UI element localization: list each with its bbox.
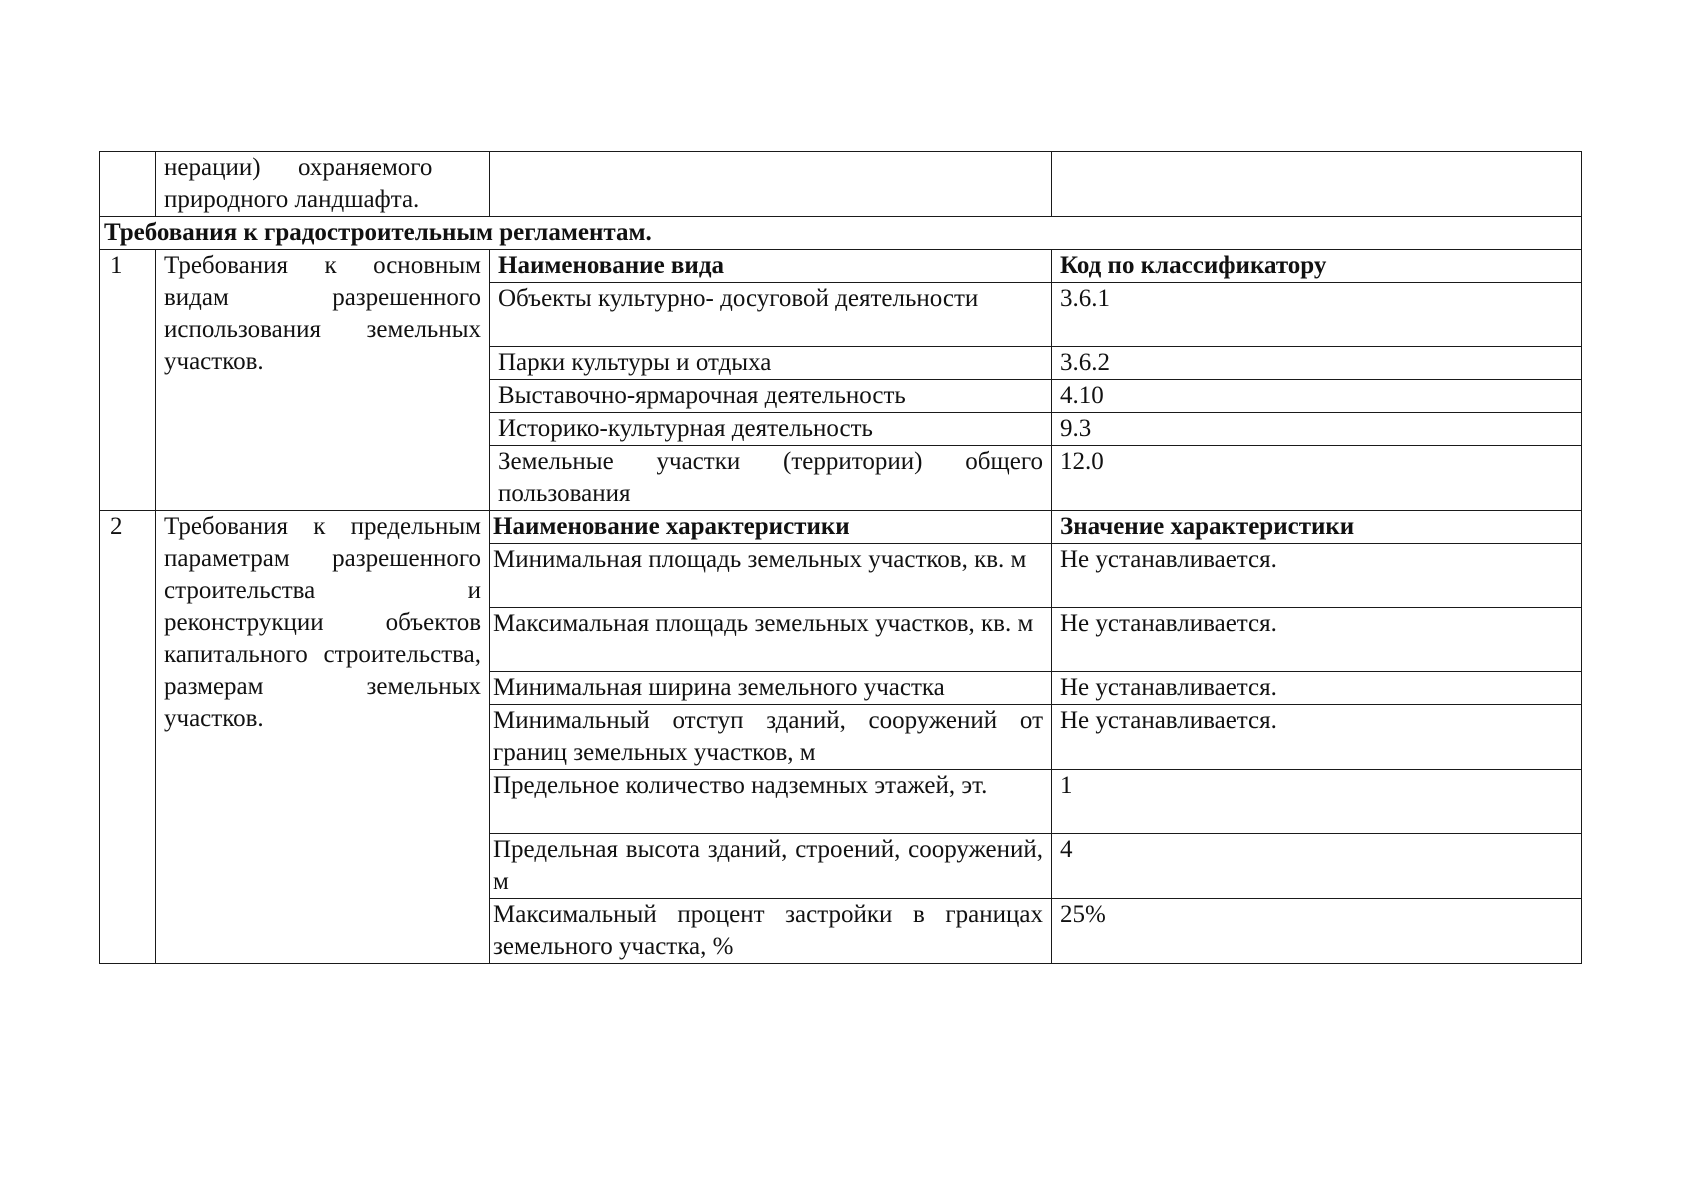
parameter-value: Не устанавливается. (1052, 705, 1582, 770)
parameter-name: Минимальная площадь земельных участков, кв. м (490, 544, 1052, 608)
regulations-table (99, 151, 1582, 964)
use-type-name: Земельные участки (территории) общего пользования (490, 446, 1052, 511)
parameter-value: 4 (1052, 834, 1582, 899)
row1-number: 1 (100, 250, 156, 511)
row1-header (100, 250, 1582, 283)
continuation-num-cell (100, 152, 156, 217)
use-type-code: 3.6.1 (1052, 283, 1582, 347)
continuation-empty-cell-1 (490, 152, 1052, 217)
parameter-name: Минимальный отступ зданий, сооружений от границ земельных участков, м (490, 705, 1052, 770)
parameter-value: 25% (1052, 899, 1582, 964)
row2-number: 2 (100, 511, 156, 964)
row1-header-code: Код по классификатору (1052, 250, 1582, 283)
parameter-name: Максимальная площадь земельных участков, кв. м (490, 608, 1052, 672)
row2-header (100, 511, 1582, 544)
section-title-row (100, 217, 1582, 250)
use-type-name: Объекты культурно- досуговой деятельности (490, 283, 1052, 347)
section-title: Требования к градостроительным регламентам. (100, 217, 1582, 250)
parameter-value: Не устанавливается. (1052, 672, 1582, 705)
use-type-name: Парки культуры и отдыха (490, 347, 1052, 380)
row2-requirement: Требования к предельным параметрам разрешенного строительства и реконструкции объектов капитального строительства, размерам земельных участков. (156, 511, 490, 964)
row2-header-value: Значение характеристики (1052, 511, 1582, 544)
use-type-name: Выставочно-ярмарочная деятельность (490, 380, 1052, 413)
parameter-name: Минимальная ширина земельного участка (490, 672, 1052, 705)
parameter-name: Предельное количество надземных этажей, эт. (490, 770, 1052, 834)
continuation-line-2: природного ландшафта. (164, 186, 420, 213)
parameter-name: Максимальный процент застройки в границах земельного участка, % (490, 899, 1052, 964)
use-type-code: 9.3 (1052, 413, 1582, 446)
parameter-value: Не устанавливается. (1052, 544, 1582, 608)
use-type-code: 3.6.2 (1052, 347, 1582, 380)
use-type-name: Историко-культурная деятельность (490, 413, 1052, 446)
row1-header-name: Наименование вида (490, 250, 1052, 283)
continuation-empty-cell-2 (1052, 152, 1582, 217)
parameter-name: Предельная высота зданий, строений, сооружений, м (490, 834, 1052, 899)
parameter-value: Не устанавливается. (1052, 608, 1582, 672)
row1-requirement: Требования к основным видам разрешенного использования земельных участков. (156, 250, 490, 511)
continuation-line-1: нерации) охраняемого (164, 154, 433, 181)
use-type-code: 12.0 (1052, 446, 1582, 511)
use-type-code: 4.10 (1052, 380, 1582, 413)
row2-header-name: Наименование характеристики (490, 511, 1052, 544)
continuation-text-cell (156, 152, 490, 217)
continuation-row (100, 152, 1582, 217)
parameter-value: 1 (1052, 770, 1582, 834)
